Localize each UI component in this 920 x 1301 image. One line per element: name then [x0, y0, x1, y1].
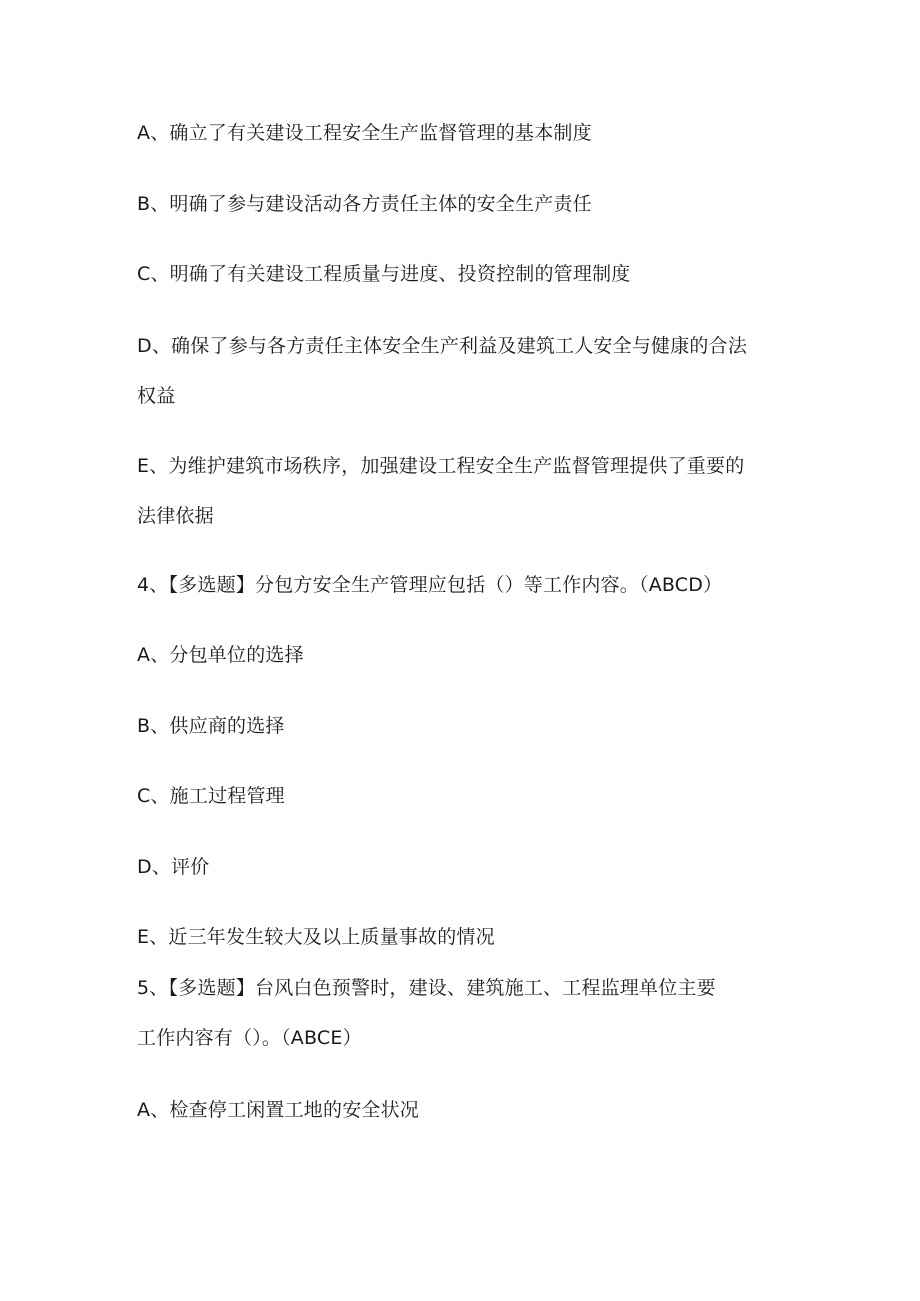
q3-option-e-line1: E、为维护建筑市场秩序，加强建设工程安全生产监督管理提供了重要的: [137, 455, 745, 477]
q3-option-c: C、明确了有关建设工程质量与进度、投资控制的管理制度: [137, 263, 631, 285]
q5-option-a: A、检查停工闲置工地的安全状况: [137, 1099, 419, 1121]
q4-option-c: C、施工过程管理: [137, 785, 285, 807]
q5-question-line1: 5、【多选题】台风白色预警时，建设、建筑施工、工程监理单位主要: [137, 977, 716, 999]
q3-option-b: B、明确了参与建设活动各方责任主体的安全生产责任: [137, 193, 592, 215]
q4-option-a: A、分包单位的选择: [137, 644, 304, 666]
q3-option-e-line2: 法律依据: [137, 505, 214, 527]
q3-option-d-line1: D、确保了参与各方责任主体安全生产利益及建筑工人安全与健康的合法: [137, 335, 748, 357]
q4-option-d: D、评价: [137, 856, 210, 878]
q4-option-b: B、供应商的选择: [137, 715, 285, 737]
q4-question: 4、【多选题】分包方安全生产管理应包括（）等工作内容。（ABCD）: [137, 574, 723, 596]
q3-option-d-line2: 权益: [137, 385, 176, 407]
q5-question-line2: 工作内容有（）。（ABCE）: [137, 1027, 362, 1049]
q4-option-e: E、近三年发生较大及以上质量事故的情况: [137, 926, 495, 948]
q3-option-a: A、确立了有关建设工程安全生产监督管理的基本制度: [137, 122, 592, 144]
